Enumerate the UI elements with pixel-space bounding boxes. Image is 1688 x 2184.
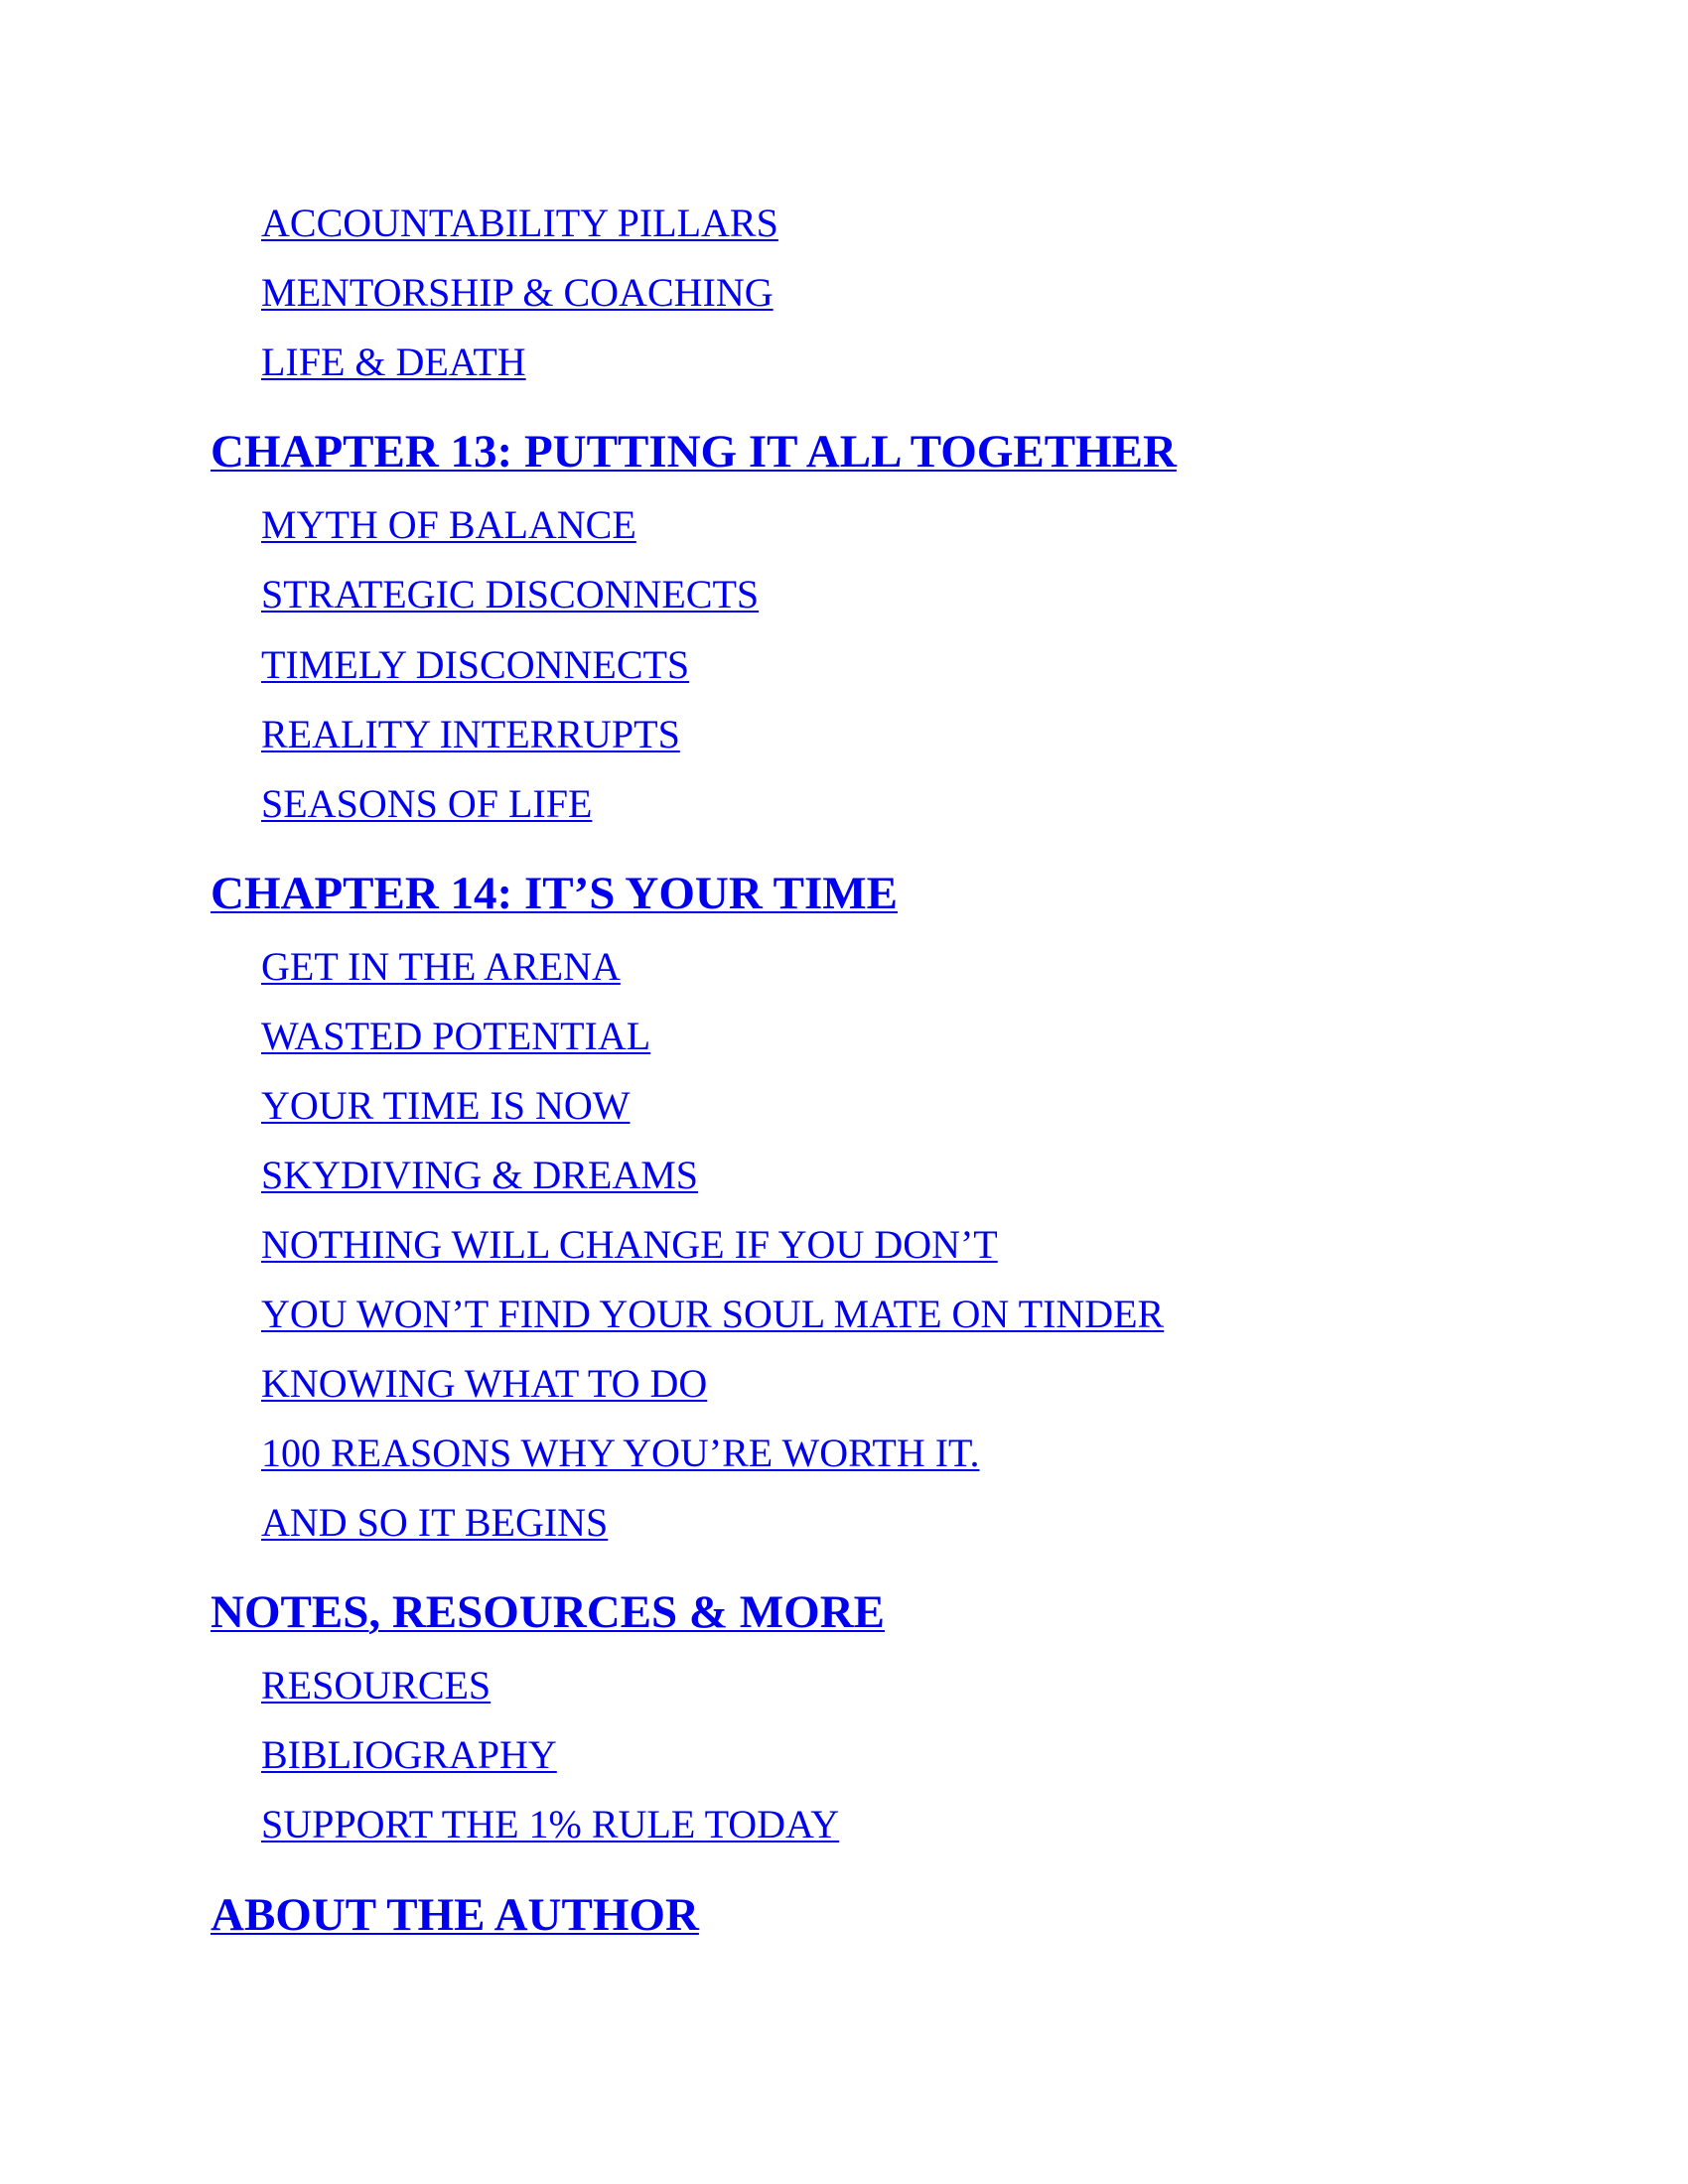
toc-link-mentorship-coaching[interactable]: MENTORSHIP & COACHING (261, 270, 774, 315)
toc-about-the-author[interactable]: ABOUT THE AUTHOR (211, 1889, 699, 1941)
toc-link-timely-disconnects[interactable]: TIMELY DISCONNECTS (261, 642, 690, 687)
toc-link-your-time-is-now[interactable]: YOUR TIME IS NOW (261, 1083, 631, 1128)
toc-link-and-so-it-begins[interactable]: AND SO IT BEGINS (261, 1500, 609, 1545)
toc-link-100-reasons[interactable]: 100 REASONS WHY YOU’RE WORTH IT. (261, 1431, 980, 1475)
toc-link-myth-of-balance[interactable]: MYTH OF BALANCE (261, 502, 636, 547)
toc-link-resources[interactable]: RESOURCES (261, 1663, 492, 1707)
toc-link-knowing-what-to-do[interactable]: KNOWING WHAT TO DO (261, 1361, 708, 1406)
toc-link-nothing-will-change[interactable]: NOTHING WILL CHANGE IF YOU DON’T (261, 1222, 998, 1267)
toc-link-get-in-the-arena[interactable]: GET IN THE ARENA (261, 944, 621, 989)
toc-link-wasted-potential[interactable]: WASTED POTENTIAL (261, 1014, 651, 1058)
toc-link-strategic-disconnects[interactable]: STRATEGIC DISCONNECTS (261, 572, 760, 616)
toc-link-support-1-percent-rule[interactable]: SUPPORT THE 1% RULE TODAY (261, 1802, 840, 1846)
toc-notes-resources[interactable]: NOTES, RESOURCES & MORE (211, 1586, 885, 1638)
toc-link-skydiving-dreams[interactable]: SKYDIVING & DREAMS (261, 1153, 699, 1197)
toc-link-life-death[interactable]: LIFE & DEATH (261, 340, 526, 384)
toc-link-soul-mate-tinder[interactable]: YOU WON’T FIND YOUR SOUL MATE ON TINDER (261, 1292, 1165, 1336)
toc-link-seasons-of-life[interactable]: SEASONS OF LIFE (261, 781, 593, 826)
toc-link-reality-interrupts[interactable]: REALITY INTERRUPTS (261, 712, 680, 756)
toc-link-bibliography[interactable]: BIBLIOGRAPHY (261, 1732, 557, 1777)
toc-chapter-13[interactable]: CHAPTER 13: PUTTING IT ALL TOGETHER (211, 426, 1177, 478)
toc-chapter-14[interactable]: CHAPTER 14: IT’S YOUR TIME (211, 868, 899, 919)
toc-link-accountability-pillars[interactable]: ACCOUNTABILITY PILLARS (261, 201, 778, 245)
